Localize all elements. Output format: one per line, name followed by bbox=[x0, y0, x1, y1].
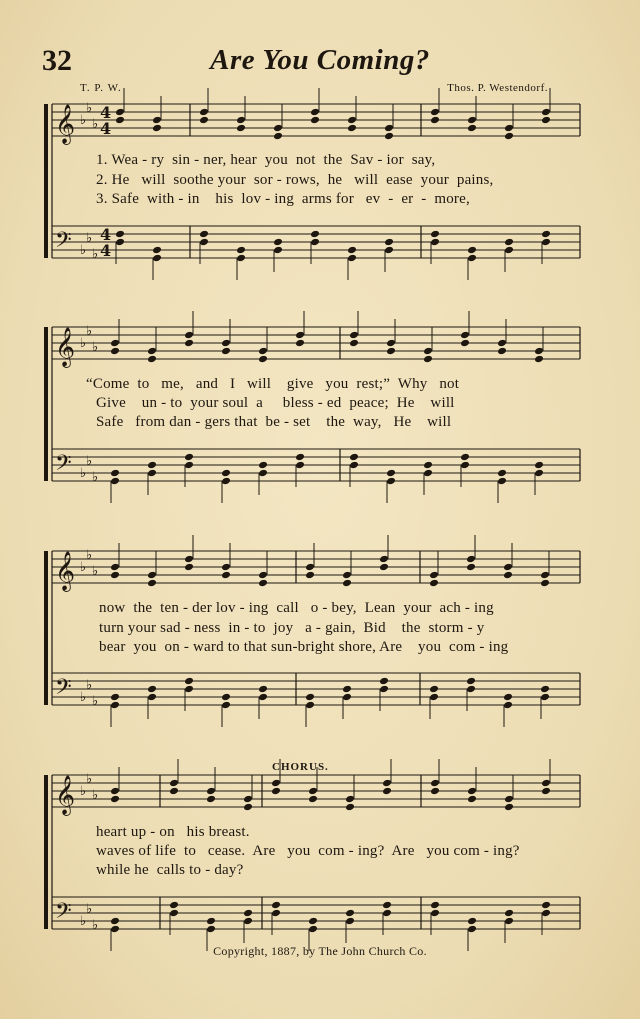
bass-clef-icon: 𝄢 bbox=[55, 451, 72, 481]
flat-icon: ♭ bbox=[80, 336, 87, 351]
note-head bbox=[504, 238, 514, 247]
composer-credit: Thos. P. Westendorf. bbox=[447, 82, 548, 94]
note-head bbox=[184, 685, 194, 694]
note-head bbox=[541, 238, 551, 247]
lyric-line: heart up - on his breast. bbox=[96, 824, 250, 840]
note-head bbox=[349, 339, 359, 348]
note-head bbox=[110, 917, 120, 926]
note-head bbox=[466, 563, 476, 572]
flat-icon: ♭ bbox=[92, 788, 99, 803]
note-head bbox=[199, 230, 209, 239]
note-head bbox=[430, 238, 440, 247]
page-number: 32 bbox=[42, 44, 72, 77]
note-head bbox=[504, 917, 514, 926]
note-head bbox=[503, 693, 513, 702]
note-head bbox=[110, 795, 120, 804]
note-head bbox=[430, 787, 440, 796]
note-head bbox=[221, 693, 231, 702]
time-signature: 4 bbox=[100, 225, 112, 244]
note-head bbox=[430, 909, 440, 918]
note-head bbox=[273, 132, 283, 141]
note-head bbox=[379, 555, 389, 564]
note-head bbox=[503, 701, 513, 710]
note-head bbox=[295, 453, 305, 462]
note-head bbox=[310, 230, 320, 239]
note-head bbox=[467, 787, 477, 796]
bass-clef-icon: 𝄢 bbox=[55, 899, 72, 929]
treble-clef-icon: 𝄞 bbox=[55, 327, 76, 367]
note-head bbox=[379, 563, 389, 572]
note-head bbox=[243, 909, 253, 918]
flat-icon: ♭ bbox=[86, 454, 93, 469]
flat-icon: ♭ bbox=[86, 548, 93, 563]
lyric-line: now the ten - der lov - ing call o - bey, Lean your ach - ing bbox=[99, 600, 494, 616]
note-head bbox=[460, 331, 470, 340]
note-head bbox=[271, 901, 281, 910]
note-head bbox=[243, 803, 253, 812]
note-head bbox=[305, 563, 315, 572]
note-head bbox=[342, 579, 352, 588]
note-head bbox=[221, 477, 231, 486]
note-head bbox=[152, 254, 162, 263]
flat-icon: ♭ bbox=[80, 914, 87, 929]
note-head bbox=[271, 779, 281, 788]
note-head bbox=[534, 461, 544, 470]
bass-clef-icon: 𝄢 bbox=[55, 228, 72, 258]
flat-icon: ♭ bbox=[92, 247, 99, 262]
flat-icon: ♭ bbox=[92, 117, 99, 132]
note-head bbox=[342, 693, 352, 702]
note-head bbox=[110, 787, 120, 796]
note-head bbox=[221, 571, 231, 580]
note-head bbox=[110, 701, 120, 710]
note-head bbox=[147, 571, 157, 580]
note-head bbox=[503, 571, 513, 580]
note-head bbox=[221, 469, 231, 478]
note-head bbox=[236, 116, 246, 125]
note-head bbox=[349, 331, 359, 340]
lyric-line: 2. He will soothe your sor - rows, he will ease your pains, bbox=[96, 172, 494, 188]
note-head bbox=[423, 469, 433, 478]
note-head bbox=[199, 108, 209, 117]
note-head bbox=[467, 795, 477, 804]
note-head bbox=[147, 693, 157, 702]
note-head bbox=[467, 116, 477, 125]
note-head bbox=[221, 347, 231, 356]
note-head bbox=[540, 571, 550, 580]
note-head bbox=[206, 925, 216, 934]
note-head bbox=[384, 132, 394, 141]
note-head bbox=[423, 347, 433, 356]
note-head bbox=[258, 685, 268, 694]
bass-clef-icon: 𝄢 bbox=[55, 675, 72, 705]
note-head bbox=[310, 238, 320, 247]
lyric-line: “Come to me, and I will give you rest;” Why not bbox=[86, 376, 460, 392]
note-head bbox=[110, 477, 120, 486]
note-head bbox=[110, 339, 120, 348]
note-head bbox=[184, 453, 194, 462]
note-head bbox=[169, 779, 179, 788]
note-head bbox=[199, 116, 209, 125]
note-head bbox=[169, 909, 179, 918]
note-head bbox=[345, 795, 355, 804]
note-head bbox=[258, 355, 268, 364]
note-head bbox=[347, 116, 357, 125]
note-head bbox=[199, 238, 209, 247]
note-head bbox=[115, 108, 125, 117]
note-head bbox=[503, 563, 513, 572]
system-brace bbox=[44, 775, 48, 929]
lyric-line: Give un - to your soul a bless - ed peace; He will bbox=[96, 395, 455, 411]
note-head bbox=[534, 355, 544, 364]
note-head bbox=[349, 453, 359, 462]
note-head bbox=[430, 116, 440, 125]
note-head bbox=[466, 677, 476, 686]
note-head bbox=[184, 461, 194, 470]
note-head bbox=[147, 579, 157, 588]
note-head bbox=[541, 909, 551, 918]
system-brace bbox=[44, 551, 48, 705]
note-head bbox=[169, 901, 179, 910]
note-head bbox=[295, 339, 305, 348]
note-head bbox=[258, 693, 268, 702]
note-head bbox=[236, 124, 246, 133]
lyric-line: turn your sad - ness in - to joy a - gain, Bid the storm - y bbox=[99, 620, 485, 636]
chorus-label: CHORUS. bbox=[272, 761, 329, 773]
note-head bbox=[347, 254, 357, 263]
note-head bbox=[271, 909, 281, 918]
lyric-line: bear you on - ward to that sun-bright shore, Are you com - ing bbox=[99, 639, 509, 655]
flat-icon: ♭ bbox=[80, 690, 87, 705]
note-head bbox=[310, 108, 320, 117]
note-head bbox=[295, 461, 305, 470]
note-head bbox=[258, 579, 268, 588]
note-head bbox=[541, 901, 551, 910]
copyright-notice: Copyright, 1887, by The John Church Co. bbox=[213, 944, 427, 958]
note-head bbox=[147, 347, 157, 356]
note-head bbox=[467, 246, 477, 255]
note-head bbox=[467, 917, 477, 926]
note-head bbox=[540, 579, 550, 588]
lyric-line: waves of life to cease. Are you com - ing? Are you com - ing? bbox=[96, 843, 520, 859]
note-head bbox=[384, 246, 394, 255]
note-head bbox=[345, 803, 355, 812]
note-head bbox=[273, 246, 283, 255]
note-head bbox=[184, 677, 194, 686]
note-head bbox=[382, 779, 392, 788]
note-head bbox=[430, 230, 440, 239]
lyric-line: Safe from dan - gers that be - set the way, He will bbox=[96, 414, 452, 430]
note-head bbox=[152, 246, 162, 255]
flat-icon: ♭ bbox=[92, 470, 99, 485]
note-head bbox=[382, 909, 392, 918]
note-head bbox=[540, 693, 550, 702]
note-head bbox=[460, 453, 470, 462]
flat-icon: ♭ bbox=[92, 564, 99, 579]
note-head bbox=[534, 469, 544, 478]
note-head bbox=[258, 571, 268, 580]
note-head bbox=[243, 917, 253, 926]
note-head bbox=[147, 469, 157, 478]
note-head bbox=[110, 693, 120, 702]
note-head bbox=[308, 917, 318, 926]
note-head bbox=[152, 124, 162, 133]
treble-clef-icon: 𝄞 bbox=[55, 775, 76, 815]
note-head bbox=[466, 555, 476, 564]
note-head bbox=[310, 116, 320, 125]
note-head bbox=[347, 246, 357, 255]
time-signature: 4 bbox=[100, 241, 112, 260]
note-head bbox=[184, 331, 194, 340]
lyric-line: 1. Wea - ry sin - ner, hear you not the Sav - ior say, bbox=[96, 152, 436, 168]
note-head bbox=[467, 124, 477, 133]
note-head bbox=[184, 555, 194, 564]
note-head bbox=[497, 347, 507, 356]
note-head bbox=[110, 347, 120, 356]
note-head bbox=[423, 461, 433, 470]
note-head bbox=[206, 917, 216, 926]
note-head bbox=[504, 246, 514, 255]
flat-icon: ♭ bbox=[80, 466, 87, 481]
lyric-line: while he calls to - day? bbox=[96, 862, 244, 878]
flat-icon: ♭ bbox=[92, 694, 99, 709]
note-head bbox=[430, 779, 440, 788]
note-head bbox=[384, 238, 394, 247]
note-head bbox=[384, 124, 394, 133]
flat-icon: ♭ bbox=[86, 678, 93, 693]
note-head bbox=[147, 355, 157, 364]
treble-clef-icon: 𝄞 bbox=[55, 104, 76, 144]
note-head bbox=[110, 563, 120, 572]
note-head bbox=[504, 795, 514, 804]
note-head bbox=[386, 339, 396, 348]
note-head bbox=[243, 795, 253, 804]
note-head bbox=[347, 124, 357, 133]
lyricist-credit: T. P. W. bbox=[80, 82, 122, 94]
note-head bbox=[386, 469, 396, 478]
note-head bbox=[382, 787, 392, 796]
flat-icon: ♭ bbox=[86, 902, 93, 917]
note-head bbox=[115, 116, 125, 125]
note-head bbox=[273, 124, 283, 133]
note-head bbox=[467, 925, 477, 934]
note-head bbox=[504, 124, 514, 133]
note-head bbox=[206, 787, 216, 796]
flat-icon: ♭ bbox=[92, 340, 99, 355]
note-head bbox=[534, 347, 544, 356]
note-head bbox=[541, 108, 551, 117]
note-head bbox=[258, 347, 268, 356]
note-head bbox=[349, 461, 359, 470]
note-head bbox=[305, 571, 315, 580]
lyric-line: 3. Safe with - in his lov - ing arms for ev - er - more, bbox=[96, 191, 470, 207]
note-head bbox=[147, 685, 157, 694]
note-head bbox=[541, 787, 551, 796]
note-head bbox=[386, 347, 396, 356]
flat-icon: ♭ bbox=[86, 324, 93, 339]
note-head bbox=[379, 685, 389, 694]
flat-icon: ♭ bbox=[80, 113, 87, 128]
note-head bbox=[152, 116, 162, 125]
system-brace bbox=[44, 104, 48, 258]
note-head bbox=[221, 563, 231, 572]
note-head bbox=[147, 461, 157, 470]
note-head bbox=[169, 787, 179, 796]
note-head bbox=[460, 461, 470, 470]
note-head bbox=[541, 230, 551, 239]
note-head bbox=[110, 571, 120, 580]
note-head bbox=[342, 571, 352, 580]
note-head bbox=[504, 803, 514, 812]
flat-icon: ♭ bbox=[80, 784, 87, 799]
note-head bbox=[541, 779, 551, 788]
note-head bbox=[467, 254, 477, 263]
note-head bbox=[271, 787, 281, 796]
hymn-title: Are You Coming? bbox=[210, 44, 430, 76]
note-head bbox=[429, 579, 439, 588]
note-head bbox=[115, 230, 125, 239]
note-head bbox=[345, 909, 355, 918]
note-head bbox=[184, 339, 194, 348]
note-head bbox=[466, 685, 476, 694]
note-head bbox=[497, 339, 507, 348]
note-head bbox=[423, 355, 433, 364]
note-head bbox=[110, 925, 120, 934]
note-head bbox=[110, 469, 120, 478]
note-head bbox=[379, 677, 389, 686]
flat-icon: ♭ bbox=[86, 772, 93, 787]
note-head bbox=[504, 909, 514, 918]
note-head bbox=[206, 795, 216, 804]
note-head bbox=[430, 108, 440, 117]
note-head bbox=[382, 901, 392, 910]
note-head bbox=[258, 461, 268, 470]
note-head bbox=[221, 339, 231, 348]
note-head bbox=[221, 701, 231, 710]
note-head bbox=[273, 238, 283, 247]
time-signature: 4 bbox=[100, 119, 112, 138]
flat-icon: ♭ bbox=[80, 243, 87, 258]
note-head bbox=[429, 693, 439, 702]
note-head bbox=[345, 917, 355, 926]
note-head bbox=[540, 685, 550, 694]
note-head bbox=[308, 795, 318, 804]
note-head bbox=[342, 685, 352, 694]
note-head bbox=[115, 238, 125, 247]
system-brace bbox=[44, 327, 48, 481]
flat-icon: ♭ bbox=[92, 918, 99, 933]
note-head bbox=[497, 469, 507, 478]
note-head bbox=[295, 331, 305, 340]
note-head bbox=[308, 787, 318, 796]
note-head bbox=[430, 901, 440, 910]
treble-clef-icon: 𝄞 bbox=[55, 551, 76, 591]
time-signature: 4 bbox=[100, 103, 112, 122]
note-head bbox=[460, 339, 470, 348]
flat-icon: ♭ bbox=[80, 560, 87, 575]
note-head bbox=[429, 685, 439, 694]
flat-icon: ♭ bbox=[86, 231, 93, 246]
note-head bbox=[429, 571, 439, 580]
note-head bbox=[258, 469, 268, 478]
note-head bbox=[305, 701, 315, 710]
note-head bbox=[305, 693, 315, 702]
note-head bbox=[236, 246, 246, 255]
flat-icon: ♭ bbox=[86, 101, 93, 116]
note-head bbox=[308, 925, 318, 934]
note-head bbox=[386, 477, 396, 486]
note-head bbox=[184, 563, 194, 572]
note-head bbox=[236, 254, 246, 263]
note-head bbox=[497, 477, 507, 486]
note-head bbox=[504, 132, 514, 141]
note-head bbox=[541, 116, 551, 125]
